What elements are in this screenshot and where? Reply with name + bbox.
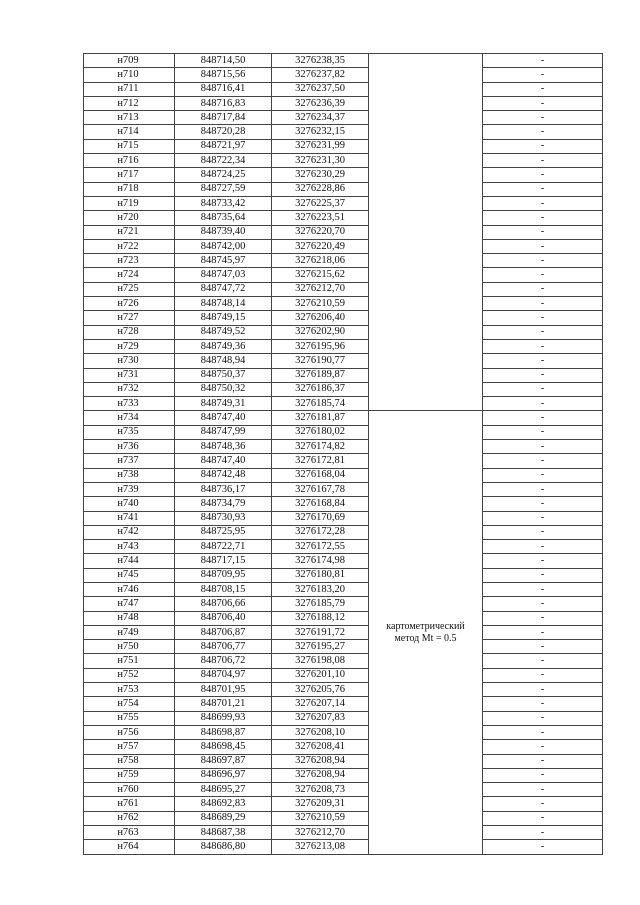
table-row bbox=[84, 668, 603, 682]
point-id-cell: н744 bbox=[84, 554, 175, 568]
note-cell: - bbox=[483, 182, 603, 196]
x-coordinate-cell: 848747,40 bbox=[175, 454, 272, 468]
y-coordinate-cell: 3276201,10 bbox=[272, 668, 369, 682]
table-row bbox=[84, 182, 603, 196]
point-id-cell: н734 bbox=[84, 411, 175, 425]
table-row bbox=[84, 311, 603, 325]
table-row bbox=[84, 397, 603, 411]
table-row bbox=[84, 640, 603, 654]
note-cell: - bbox=[483, 311, 603, 325]
y-coordinate-cell: 3276220,49 bbox=[272, 239, 369, 253]
note-cell: - bbox=[483, 611, 603, 625]
method-cell: картометрический метод Mt = 0.5 bbox=[369, 411, 483, 854]
y-coordinate-cell: 3276236,39 bbox=[272, 96, 369, 110]
x-coordinate-cell: 848692,83 bbox=[175, 797, 272, 811]
y-coordinate-cell: 3276207,14 bbox=[272, 697, 369, 711]
table-row bbox=[84, 239, 603, 253]
x-coordinate-cell: 848695,27 bbox=[175, 783, 272, 797]
y-coordinate-cell: 3276168,04 bbox=[272, 468, 369, 482]
y-coordinate-cell: 3276215,62 bbox=[272, 268, 369, 282]
table-row bbox=[84, 725, 603, 739]
note-cell: - bbox=[483, 725, 603, 739]
x-coordinate-cell: 848747,03 bbox=[175, 268, 272, 282]
table-row bbox=[84, 282, 603, 296]
x-coordinate-cell: 848706,77 bbox=[175, 640, 272, 654]
point-id-cell: н752 bbox=[84, 668, 175, 682]
y-coordinate-cell: 3276205,76 bbox=[272, 683, 369, 697]
point-id-cell: н716 bbox=[84, 154, 175, 168]
note-cell: - bbox=[483, 711, 603, 725]
y-coordinate-cell: 3276218,06 bbox=[272, 254, 369, 268]
note-cell: - bbox=[483, 640, 603, 654]
point-id-cell: н763 bbox=[84, 826, 175, 840]
x-coordinate-cell: 848699,93 bbox=[175, 711, 272, 725]
y-coordinate-cell: 3276228,86 bbox=[272, 182, 369, 196]
note-cell: - bbox=[483, 411, 603, 425]
point-id-cell: н750 bbox=[84, 640, 175, 654]
note-cell: - bbox=[483, 154, 603, 168]
y-coordinate-cell: 3276185,79 bbox=[272, 597, 369, 611]
table-row bbox=[84, 325, 603, 339]
y-coordinate-cell: 3276198,08 bbox=[272, 654, 369, 668]
x-coordinate-cell: 848716,83 bbox=[175, 96, 272, 110]
y-coordinate-cell: 3276206,40 bbox=[272, 311, 369, 325]
point-id-cell: н718 bbox=[84, 182, 175, 196]
note-cell: - bbox=[483, 54, 603, 68]
table-row bbox=[84, 525, 603, 539]
x-coordinate-cell: 848748,14 bbox=[175, 297, 272, 311]
note-cell: - bbox=[483, 783, 603, 797]
y-coordinate-cell: 3276207,83 bbox=[272, 711, 369, 725]
table-row bbox=[84, 683, 603, 697]
point-id-cell: н737 bbox=[84, 454, 175, 468]
table-row bbox=[84, 68, 603, 82]
table-row bbox=[84, 225, 603, 239]
point-id-cell: н751 bbox=[84, 654, 175, 668]
table-row bbox=[84, 96, 603, 110]
note-cell: - bbox=[483, 840, 603, 854]
note-cell: - bbox=[483, 225, 603, 239]
y-coordinate-cell: 3276237,50 bbox=[272, 82, 369, 96]
x-coordinate-cell: 848698,87 bbox=[175, 725, 272, 739]
point-id-cell: н740 bbox=[84, 497, 175, 511]
note-cell: - bbox=[483, 740, 603, 754]
x-coordinate-cell: 848701,95 bbox=[175, 683, 272, 697]
note-cell: - bbox=[483, 96, 603, 110]
y-coordinate-cell: 3276180,81 bbox=[272, 568, 369, 582]
y-coordinate-cell: 3276195,27 bbox=[272, 640, 369, 654]
x-coordinate-cell: 848747,40 bbox=[175, 411, 272, 425]
table-row bbox=[84, 139, 603, 153]
y-coordinate-cell: 3276167,78 bbox=[272, 482, 369, 496]
note-cell: - bbox=[483, 811, 603, 825]
y-coordinate-cell: 3276238,35 bbox=[272, 54, 369, 68]
table-row bbox=[84, 783, 603, 797]
table-row bbox=[84, 211, 603, 225]
x-coordinate-cell: 848724,25 bbox=[175, 168, 272, 182]
note-cell: - bbox=[483, 668, 603, 682]
table-row bbox=[84, 440, 603, 454]
point-id-cell: н731 bbox=[84, 368, 175, 382]
point-id-cell: н746 bbox=[84, 582, 175, 596]
note-cell: - bbox=[483, 797, 603, 811]
y-coordinate-cell: 3276168,84 bbox=[272, 497, 369, 511]
x-coordinate-cell: 848750,32 bbox=[175, 382, 272, 396]
point-id-cell: н712 bbox=[84, 96, 175, 110]
y-coordinate-cell: 3276195,96 bbox=[272, 339, 369, 353]
point-id-cell: н754 bbox=[84, 697, 175, 711]
y-coordinate-cell: 3276212,70 bbox=[272, 826, 369, 840]
table-row bbox=[84, 254, 603, 268]
y-coordinate-cell: 3276231,99 bbox=[272, 139, 369, 153]
y-coordinate-cell: 3276237,82 bbox=[272, 68, 369, 82]
x-coordinate-cell: 848749,15 bbox=[175, 311, 272, 325]
table-row bbox=[84, 697, 603, 711]
table-row bbox=[84, 297, 603, 311]
y-coordinate-cell: 3276223,51 bbox=[272, 211, 369, 225]
x-coordinate-cell: 848727,59 bbox=[175, 182, 272, 196]
x-coordinate-cell: 848734,79 bbox=[175, 497, 272, 511]
y-coordinate-cell: 3276189,87 bbox=[272, 368, 369, 382]
note-cell: - bbox=[483, 525, 603, 539]
y-coordinate-cell: 3276225,37 bbox=[272, 196, 369, 210]
point-id-cell: н710 bbox=[84, 68, 175, 82]
note-cell: - bbox=[483, 654, 603, 668]
point-id-cell: н720 bbox=[84, 211, 175, 225]
note-cell: - bbox=[483, 111, 603, 125]
x-coordinate-cell: 848720,28 bbox=[175, 125, 272, 139]
note-cell: - bbox=[483, 382, 603, 396]
x-coordinate-cell: 848747,72 bbox=[175, 282, 272, 296]
x-coordinate-cell: 848698,45 bbox=[175, 740, 272, 754]
table-row bbox=[84, 454, 603, 468]
x-coordinate-cell: 848750,37 bbox=[175, 368, 272, 382]
x-coordinate-cell: 848709,95 bbox=[175, 568, 272, 582]
note-cell: - bbox=[483, 368, 603, 382]
x-coordinate-cell: 848686,80 bbox=[175, 840, 272, 854]
point-id-cell: н713 bbox=[84, 111, 175, 125]
table-row bbox=[84, 354, 603, 368]
coordinates-table-body bbox=[84, 54, 603, 855]
x-coordinate-cell: 848730,93 bbox=[175, 511, 272, 525]
x-coordinate-cell: 848716,41 bbox=[175, 82, 272, 96]
note-cell: - bbox=[483, 339, 603, 353]
table-row bbox=[84, 54, 603, 68]
table-row bbox=[84, 368, 603, 382]
point-id-cell: н749 bbox=[84, 625, 175, 639]
point-id-cell: н714 bbox=[84, 125, 175, 139]
x-coordinate-cell: 848701,21 bbox=[175, 697, 272, 711]
note-cell: - bbox=[483, 697, 603, 711]
note-cell: - bbox=[483, 511, 603, 525]
table-row bbox=[84, 82, 603, 96]
table-row bbox=[84, 568, 603, 582]
note-cell: - bbox=[483, 440, 603, 454]
y-coordinate-cell: 3276172,55 bbox=[272, 540, 369, 554]
point-id-cell: н755 bbox=[84, 711, 175, 725]
note-cell: - bbox=[483, 826, 603, 840]
note-cell: - bbox=[483, 482, 603, 496]
table-row bbox=[84, 125, 603, 139]
point-id-cell: н743 bbox=[84, 540, 175, 554]
point-id-cell: н732 bbox=[84, 382, 175, 396]
method-cell-empty bbox=[369, 54, 483, 411]
table-row bbox=[84, 597, 603, 611]
note-cell: - bbox=[483, 497, 603, 511]
y-coordinate-cell: 3276170,69 bbox=[272, 511, 369, 525]
note-cell: - bbox=[483, 211, 603, 225]
x-coordinate-cell: 848704,97 bbox=[175, 668, 272, 682]
coordinates-table bbox=[83, 53, 603, 855]
table-row bbox=[84, 826, 603, 840]
note-cell: - bbox=[483, 540, 603, 554]
point-id-cell: н759 bbox=[84, 768, 175, 782]
y-coordinate-cell: 3276231,30 bbox=[272, 154, 369, 168]
y-coordinate-cell: 3276212,70 bbox=[272, 282, 369, 296]
note-cell: - bbox=[483, 568, 603, 582]
y-coordinate-cell: 3276232,15 bbox=[272, 125, 369, 139]
note-cell: - bbox=[483, 268, 603, 282]
x-coordinate-cell: 848742,48 bbox=[175, 468, 272, 482]
x-coordinate-cell: 848721,97 bbox=[175, 139, 272, 153]
point-id-cell: н726 bbox=[84, 297, 175, 311]
table-row bbox=[84, 497, 603, 511]
table-row bbox=[84, 625, 603, 639]
x-coordinate-cell: 848747,99 bbox=[175, 425, 272, 439]
table-row bbox=[84, 711, 603, 725]
y-coordinate-cell: 3276208,41 bbox=[272, 740, 369, 754]
note-cell: - bbox=[483, 754, 603, 768]
y-coordinate-cell: 3276181,87 bbox=[272, 411, 369, 425]
y-coordinate-cell: 3276185,74 bbox=[272, 397, 369, 411]
point-id-cell: н753 bbox=[84, 683, 175, 697]
table-row bbox=[84, 740, 603, 754]
y-coordinate-cell: 3276172,81 bbox=[272, 454, 369, 468]
point-id-cell: н730 bbox=[84, 354, 175, 368]
x-coordinate-cell: 848749,36 bbox=[175, 339, 272, 353]
x-coordinate-cell: 848748,36 bbox=[175, 440, 272, 454]
table-row bbox=[84, 482, 603, 496]
point-id-cell: н733 bbox=[84, 397, 175, 411]
note-cell: - bbox=[483, 168, 603, 182]
table-row bbox=[84, 168, 603, 182]
x-coordinate-cell: 848735,64 bbox=[175, 211, 272, 225]
x-coordinate-cell: 848736,17 bbox=[175, 482, 272, 496]
y-coordinate-cell: 3276174,98 bbox=[272, 554, 369, 568]
note-cell: - bbox=[483, 768, 603, 782]
point-id-cell: н717 bbox=[84, 168, 175, 182]
point-id-cell: н756 bbox=[84, 725, 175, 739]
point-id-cell: н735 bbox=[84, 425, 175, 439]
x-coordinate-cell: 848749,52 bbox=[175, 325, 272, 339]
x-coordinate-cell: 848739,40 bbox=[175, 225, 272, 239]
y-coordinate-cell: 3276202,90 bbox=[272, 325, 369, 339]
y-coordinate-cell: 3276208,94 bbox=[272, 754, 369, 768]
x-coordinate-cell: 848722,34 bbox=[175, 154, 272, 168]
x-coordinate-cell: 848733,42 bbox=[175, 196, 272, 210]
point-id-cell: н764 bbox=[84, 840, 175, 854]
note-cell: - bbox=[483, 554, 603, 568]
note-cell: - bbox=[483, 254, 603, 268]
table-row bbox=[84, 511, 603, 525]
note-cell: - bbox=[483, 282, 603, 296]
note-cell: - bbox=[483, 683, 603, 697]
point-id-cell: н711 bbox=[84, 82, 175, 96]
note-cell: - bbox=[483, 468, 603, 482]
point-id-cell: н748 bbox=[84, 611, 175, 625]
x-coordinate-cell: 848749,31 bbox=[175, 397, 272, 411]
y-coordinate-cell: 3276172,28 bbox=[272, 525, 369, 539]
table-row bbox=[84, 411, 603, 425]
point-id-cell: н724 bbox=[84, 268, 175, 282]
note-cell: - bbox=[483, 425, 603, 439]
x-coordinate-cell: 848745,97 bbox=[175, 254, 272, 268]
point-id-cell: н762 bbox=[84, 811, 175, 825]
point-id-cell: н760 bbox=[84, 783, 175, 797]
y-coordinate-cell: 3276190,77 bbox=[272, 354, 369, 368]
note-cell: - bbox=[483, 582, 603, 596]
point-id-cell: н723 bbox=[84, 254, 175, 268]
note-cell: - bbox=[483, 454, 603, 468]
table-row bbox=[84, 582, 603, 596]
x-coordinate-cell: 848706,66 bbox=[175, 597, 272, 611]
table-row bbox=[84, 840, 603, 854]
x-coordinate-cell: 848706,40 bbox=[175, 611, 272, 625]
point-id-cell: н721 bbox=[84, 225, 175, 239]
x-coordinate-cell: 848722,71 bbox=[175, 540, 272, 554]
y-coordinate-cell: 3276188,12 bbox=[272, 611, 369, 625]
point-id-cell: н709 bbox=[84, 54, 175, 68]
y-coordinate-cell: 3276209,31 bbox=[272, 797, 369, 811]
note-cell: - bbox=[483, 397, 603, 411]
table-row bbox=[84, 611, 603, 625]
point-id-cell: н728 bbox=[84, 325, 175, 339]
y-coordinate-cell: 3276180,02 bbox=[272, 425, 369, 439]
note-cell: - bbox=[483, 196, 603, 210]
point-id-cell: н738 bbox=[84, 468, 175, 482]
y-coordinate-cell: 3276230,29 bbox=[272, 168, 369, 182]
point-id-cell: н725 bbox=[84, 282, 175, 296]
point-id-cell: н747 bbox=[84, 597, 175, 611]
point-id-cell: н758 bbox=[84, 754, 175, 768]
note-cell: - bbox=[483, 325, 603, 339]
x-coordinate-cell: 848714,50 bbox=[175, 54, 272, 68]
y-coordinate-cell: 3276213,08 bbox=[272, 840, 369, 854]
y-coordinate-cell: 3276208,10 bbox=[272, 725, 369, 739]
point-id-cell: н719 bbox=[84, 196, 175, 210]
y-coordinate-cell: 3276208,94 bbox=[272, 768, 369, 782]
point-id-cell: н729 bbox=[84, 339, 175, 353]
point-id-cell: н715 bbox=[84, 139, 175, 153]
y-coordinate-cell: 3276234,37 bbox=[272, 111, 369, 125]
table-row bbox=[84, 654, 603, 668]
point-id-cell: н761 bbox=[84, 797, 175, 811]
table-row bbox=[84, 339, 603, 353]
point-id-cell: н722 bbox=[84, 239, 175, 253]
note-cell: - bbox=[483, 82, 603, 96]
y-coordinate-cell: 3276174,82 bbox=[272, 440, 369, 454]
y-coordinate-cell: 3276210,59 bbox=[272, 297, 369, 311]
x-coordinate-cell: 848696,97 bbox=[175, 768, 272, 782]
table-row bbox=[84, 111, 603, 125]
x-coordinate-cell: 848706,72 bbox=[175, 654, 272, 668]
x-coordinate-cell: 848717,15 bbox=[175, 554, 272, 568]
table-row bbox=[84, 554, 603, 568]
note-cell: - bbox=[483, 297, 603, 311]
point-id-cell: н739 bbox=[84, 482, 175, 496]
note-cell: - bbox=[483, 125, 603, 139]
note-cell: - bbox=[483, 597, 603, 611]
y-coordinate-cell: 3276220,70 bbox=[272, 225, 369, 239]
point-id-cell: н742 bbox=[84, 525, 175, 539]
note-cell: - bbox=[483, 68, 603, 82]
table-row bbox=[84, 196, 603, 210]
x-coordinate-cell: 848706,87 bbox=[175, 625, 272, 639]
x-coordinate-cell: 848687,38 bbox=[175, 826, 272, 840]
y-coordinate-cell: 3276186,37 bbox=[272, 382, 369, 396]
table-row bbox=[84, 768, 603, 782]
table-row bbox=[84, 754, 603, 768]
table-row bbox=[84, 154, 603, 168]
table-row bbox=[84, 382, 603, 396]
table-row bbox=[84, 268, 603, 282]
table-row bbox=[84, 425, 603, 439]
table-row bbox=[84, 540, 603, 554]
x-coordinate-cell: 848742,00 bbox=[175, 239, 272, 253]
point-id-cell: н745 bbox=[84, 568, 175, 582]
note-cell: - bbox=[483, 354, 603, 368]
point-id-cell: н727 bbox=[84, 311, 175, 325]
x-coordinate-cell: 848708,15 bbox=[175, 582, 272, 596]
y-coordinate-cell: 3276183,20 bbox=[272, 582, 369, 596]
note-cell: - bbox=[483, 625, 603, 639]
point-id-cell: н736 bbox=[84, 440, 175, 454]
x-coordinate-cell: 848689,29 bbox=[175, 811, 272, 825]
table-row bbox=[84, 811, 603, 825]
x-coordinate-cell: 848748,94 bbox=[175, 354, 272, 368]
x-coordinate-cell: 848715,56 bbox=[175, 68, 272, 82]
y-coordinate-cell: 3276208,73 bbox=[272, 783, 369, 797]
x-coordinate-cell: 848725,95 bbox=[175, 525, 272, 539]
note-cell: - bbox=[483, 139, 603, 153]
point-id-cell: н741 bbox=[84, 511, 175, 525]
y-coordinate-cell: 3276191,72 bbox=[272, 625, 369, 639]
x-coordinate-cell: 848717,84 bbox=[175, 111, 272, 125]
point-id-cell: н757 bbox=[84, 740, 175, 754]
table-row bbox=[84, 468, 603, 482]
note-cell: - bbox=[483, 239, 603, 253]
table-row bbox=[84, 797, 603, 811]
y-coordinate-cell: 3276210,59 bbox=[272, 811, 369, 825]
x-coordinate-cell: 848697,87 bbox=[175, 754, 272, 768]
